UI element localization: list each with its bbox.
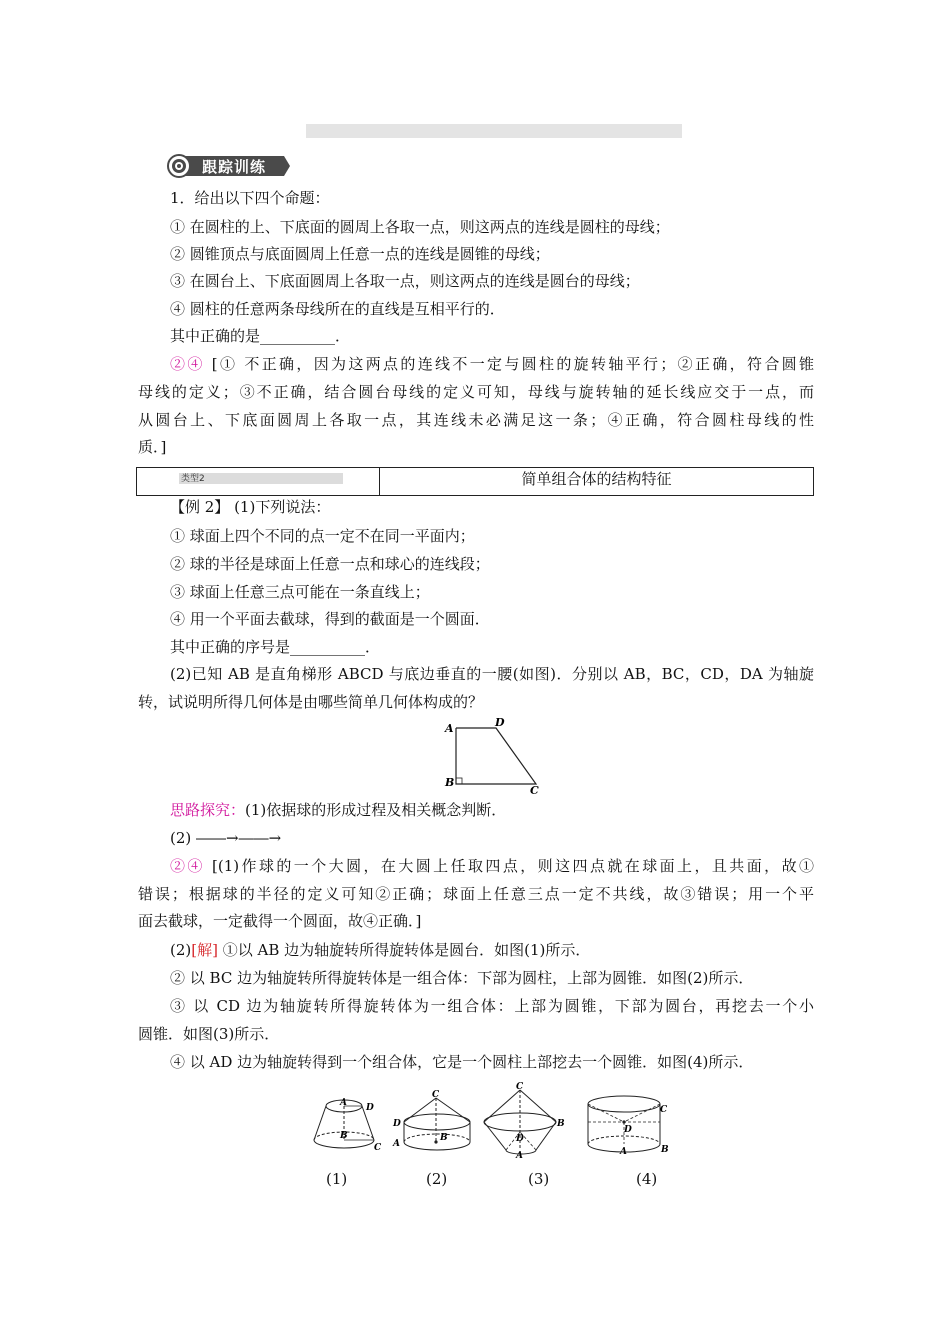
ex1-answer-mark: ②④	[170, 355, 205, 373]
svg-text:A: A	[620, 1147, 627, 1157]
trapezoid-label-D: D	[495, 716, 505, 729]
figure-caption-2: (2)	[426, 1170, 448, 1188]
ex2-part2-line-1: (2)已知 AB 是直角梯形 ABCD 与底边垂直的一腰(如图)．分别以 AB，BC，CD，DA 为轴旋	[170, 665, 814, 683]
svg-text:C: C	[374, 1143, 382, 1153]
svg-text:D: D	[516, 1134, 524, 1144]
figure-2-cylinder-cone	[392, 1090, 478, 1158]
thinking-line-1: 思路探究：(1)依据球的形成过程及相关概念判断．	[170, 801, 507, 819]
ex1-answer-line-3: 从圆台上、下底面圆周上各取一点，其连线未必满足这一条；④正确，符合圆柱母线的性	[138, 411, 814, 429]
solution1-line-3: 面去截球，一定截得一个圆面，故④正确．]	[138, 912, 422, 930]
figure-1-frustum	[306, 1092, 386, 1156]
svg-text:C: C	[516, 1082, 524, 1092]
top-gray-bar	[306, 124, 682, 138]
svg-text:D: D	[366, 1103, 374, 1113]
solution2-line-4: ④ 以 AD 边为轴旋转得到一个组合体，它是一个圆柱上部挖去一个圆锥．如图(4)所示．	[170, 1053, 754, 1071]
ex1-item-1: ① 在圆柱的上、下底面的圆周上各取一点，则这两点的连线是圆柱的母线；	[170, 218, 670, 236]
figure-caption-4: (4)	[636, 1170, 658, 1188]
section-header-badge	[166, 154, 290, 178]
solution1-line-2: 错误；根据球的半径的定义可知②正确；球面上任意三点一定不共线，故③错误；用一个平	[138, 885, 814, 903]
svg-text:A: A	[340, 1098, 347, 1108]
ex1-answer-line-4: 质．]	[138, 438, 167, 456]
solution2-line-1: (2)[解] ①以 AB 边为轴旋转所得旋转体是圆台．如图(1)所示．	[170, 941, 591, 959]
section-header-title: 跟踪训练	[202, 158, 267, 176]
ex1-answer-line-1: ②④ [① 不正确，因为这两点的连线不一定与圆柱的旋转轴平行；②正确，符合圆锥	[170, 355, 814, 373]
trapezoid-label-B: B	[445, 776, 455, 789]
type-label-tag	[179, 473, 343, 484]
trapezoid-figure	[440, 716, 544, 794]
type-table	[136, 467, 814, 496]
svg-text:D: D	[624, 1125, 632, 1135]
solution2-line-3b: 圆锥．如图(3)所示．	[138, 1025, 280, 1043]
type-label-cell	[137, 468, 380, 495]
example2-label: 【例 2】	[170, 498, 230, 516]
svg-text:D: D	[393, 1119, 401, 1129]
type-label: 类型2	[181, 474, 205, 484]
ex1-question: 1．给出以下四个命题：	[170, 189, 330, 207]
ex2-item-2: ② 球的半径是球面上任意一点和球心的连线段；	[170, 555, 490, 573]
solution2-line-3a: ③ 以 CD 边为轴旋转所得旋转体为一组合体：上部为圆锥，下部为圆台，再挖去一个小	[170, 997, 814, 1015]
ex1-prompt: 其中正确的是__________．	[170, 327, 351, 345]
ex1-item-4: ④ 圆柱的任意两条母线所在的直线是互相平行的．	[170, 300, 505, 318]
svg-text:A: A	[516, 1151, 523, 1160]
thinking-label: 思路探究：	[170, 801, 246, 819]
type-title: 简单组合体的结构特征	[521, 470, 672, 488]
solution1-line-1: ②④ [(1)作球的一个大圆，在大圆上任取四点，则这四点就在球面上，且共面，故①	[170, 857, 814, 875]
trapezoid-label-C: C	[530, 784, 539, 794]
svg-text:C: C	[432, 1090, 440, 1100]
svg-text:A: A	[393, 1139, 400, 1149]
ex2-item-1: ① 球面上四个不同的点一定不在同一平面内；	[170, 527, 475, 545]
example2-heading: 【例 2】 (1)下列说法：	[170, 498, 331, 516]
ex2-prompt: 其中正确的序号是__________．	[170, 638, 381, 656]
svg-text:B: B	[440, 1133, 448, 1143]
figure-3-cone-frustum	[480, 1080, 566, 1160]
ex2-item-4: ④ 用一个平面去截球，得到的截面是一个圆面．	[170, 610, 490, 628]
figure-4-cylinder-minus-cone	[584, 1090, 674, 1160]
svg-text:C: C	[660, 1105, 668, 1115]
solution2-line-2: ② 以 BC 边为轴旋转所得旋转体是一组合体：下部为圆柱，上部为圆锥．如图(2)所示．	[170, 969, 754, 987]
svg-text:B: B	[557, 1119, 565, 1129]
solution2-tag: [解]	[191, 941, 218, 959]
ex2-item-3: ③ 球面上任意三点可能在一条直线上；	[170, 583, 430, 601]
svg-text:B: B	[340, 1131, 348, 1141]
figure-caption-1: (1)	[326, 1170, 348, 1188]
ex1-item-3: ③ 在圆台上、下底面圆周上各取一点，则这两点的连线是圆台的母线；	[170, 272, 640, 290]
solution1-mark: ②④	[170, 857, 205, 875]
ex1-item-2: ② 圆锥顶点与底面圆周上任意一点的连线是圆锥的母线；	[170, 245, 550, 263]
trapezoid-label-A: A	[445, 722, 454, 735]
ex1-answer-line-2: 母线的定义；③不正确，结合圆台母线的定义可知，母线与旋转轴的延长线应交于一点，而	[138, 383, 814, 401]
svg-text:B: B	[661, 1145, 669, 1155]
figure-caption-3: (3)	[528, 1170, 550, 1188]
ex2-part2-line-2: 转，试说明所得几何体是由哪些简单几何体构成的？	[138, 693, 484, 711]
thinking-line-2: (2) ――→――→	[170, 829, 282, 847]
